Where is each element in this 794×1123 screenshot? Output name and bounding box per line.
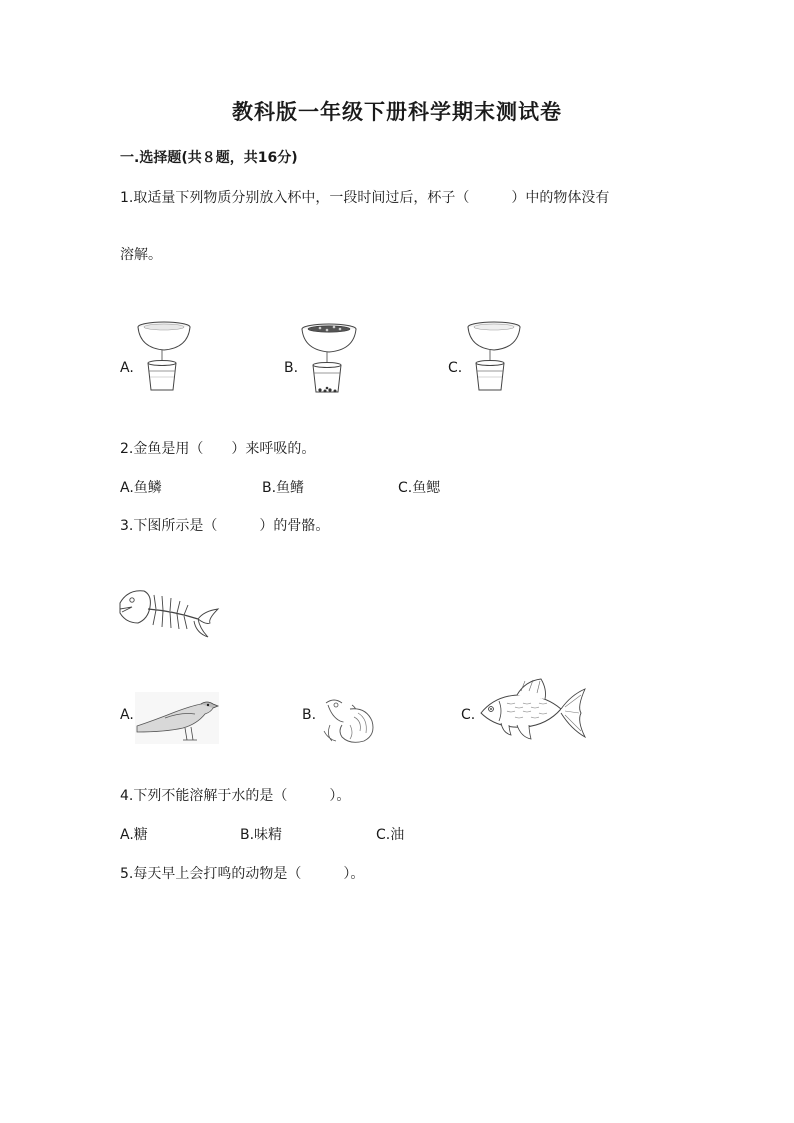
bowl-and-cup-sand-illustration (300, 320, 360, 396)
bowl-and-cup-sugar-illustration (136, 318, 196, 394)
question-4-option-b[interactable]: B.味精 (240, 827, 283, 843)
question-2-option-a[interactable]: A.鱼鳞 (120, 480, 162, 496)
question-2-option-c[interactable]: C.鱼鳃 (398, 480, 441, 496)
fish-skeleton-illustration (118, 585, 220, 639)
question-1-text-line1: 1.取适量下列物质分别放入杯中，一段时间过后，杯子（ ）中的物体没有 (120, 190, 610, 206)
question-2-option-b[interactable]: B.鱼鳍 (262, 480, 305, 496)
bowl-and-cup-salt-illustration (466, 318, 526, 394)
question-1-option-c[interactable]: C. (448, 360, 463, 376)
question-1-option-b[interactable]: B. (284, 360, 299, 376)
question-4-text: 4.下列不能溶解于水的是（ ）。 (120, 788, 351, 804)
question-5-text: 5.每天早上会打鸣的动物是（ ）。 (120, 866, 365, 882)
question-3-option-a[interactable]: A. (120, 707, 134, 723)
page-title: 教科版一年级下册科学期末测试卷 (232, 99, 562, 124)
bird-illustration (135, 692, 219, 744)
question-4-option-c[interactable]: C.油 (376, 827, 405, 843)
question-2-text: 2.金鱼是用（ ）来呼吸的。 (120, 441, 316, 457)
question-3-text: 3.下图所示是（ ）的骨骼。 (120, 518, 330, 534)
frog-illustration (320, 695, 378, 745)
question-1-option-a[interactable]: A. (120, 360, 134, 376)
question-3-option-c[interactable]: C. (461, 707, 476, 723)
goldfish-illustration (477, 677, 587, 745)
question-3-option-b[interactable]: B. (302, 707, 317, 723)
question-1-text-line2: 溶解。 (120, 247, 162, 263)
section-heading: 一.选择题(共８题，共16分) (120, 150, 298, 166)
question-4-option-a[interactable]: A.糖 (120, 827, 148, 843)
